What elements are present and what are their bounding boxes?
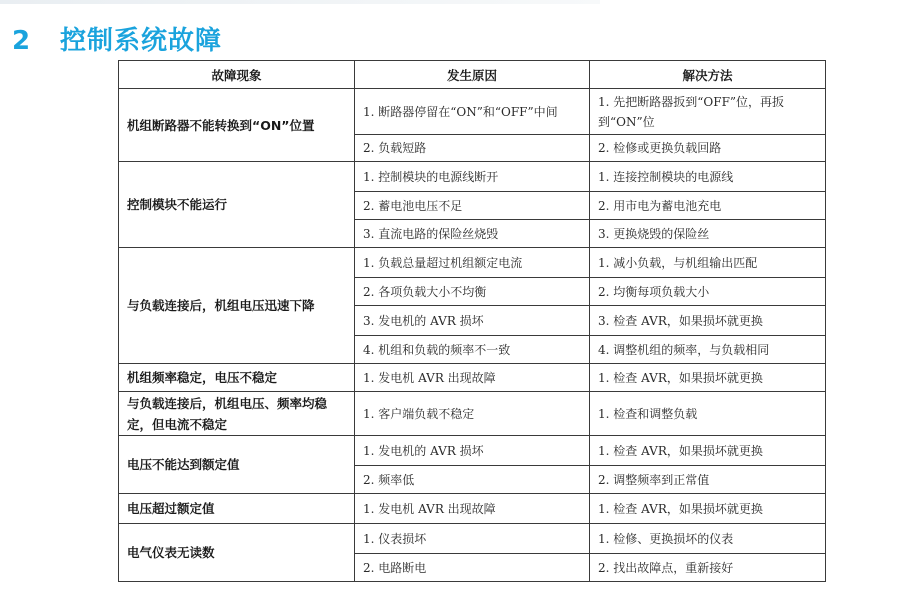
phenomenon-cell: 控制模块不能运行 <box>119 162 355 248</box>
cause-cell: 3. 发电机的 AVR 损坏 <box>355 306 590 336</box>
fix-cell: 2. 检修或更换负载回路 <box>590 135 826 162</box>
header-cause: 发生原因 <box>355 61 590 89</box>
table-row <box>119 162 826 192</box>
cause-cell: 1. 仪表损坏 <box>355 524 590 554</box>
fix-cell: 1. 检查 AVR，如果损坏就更换 <box>590 436 826 466</box>
phenomenon-cell: 机组断路器不能转换到“ON”位置 <box>119 89 355 162</box>
cause-cell: 1. 负载总量超过机组额定电流 <box>355 248 590 278</box>
section-heading <box>12 20 222 57</box>
section-title: 控制系统故障 <box>60 26 223 56</box>
table-row <box>119 524 826 554</box>
header-fix: 解决方法 <box>590 61 826 89</box>
fix-cell: 2. 调整频率到正常值 <box>590 466 826 494</box>
fix-cell: 1. 检查 AVR，如果损坏就更换 <box>590 364 826 392</box>
cause-cell: 1. 断路器停留在“ON”和“OFF”中间 <box>355 89 590 135</box>
phenomenon-cell: 电压超过额定值 <box>119 494 355 524</box>
header-phenomenon: 故障现象 <box>119 61 355 89</box>
phenomenon-cell: 电压不能达到额定值 <box>119 436 355 494</box>
fix-cell: 1. 先把断路器扳到“OFF”位，再扳到“ON”位 <box>590 89 826 135</box>
fix-cell: 1. 检查 AVR，如果损坏就更换 <box>590 494 826 524</box>
cause-cell: 1. 发电机 AVR 出现故障 <box>355 494 590 524</box>
fix-cell: 2. 用市电为蓄电池充电 <box>590 192 826 220</box>
cause-cell: 4. 机组和负载的频率不一致 <box>355 336 590 364</box>
fix-cell: 2. 均衡每项负载大小 <box>590 278 826 306</box>
fix-cell: 2. 找出故障点，重新接好 <box>590 554 826 582</box>
top-shade <box>0 0 600 4</box>
fix-cell: 1. 连接控制模块的电源线 <box>590 162 826 192</box>
cause-cell: 1. 客户端负载不稳定 <box>355 392 590 436</box>
cause-cell: 2. 各项负载大小不均衡 <box>355 278 590 306</box>
phenomenon-cell: 与负载连接后，机组电压迅速下降 <box>119 248 355 364</box>
fix-cell: 1. 检查和调整负载 <box>590 392 826 436</box>
phenomenon-cell: 机组频率稳定，电压不稳定 <box>119 364 355 392</box>
table-row <box>119 494 826 524</box>
cause-cell: 2. 负载短路 <box>355 135 590 162</box>
fix-cell: 3. 检查 AVR，如果损坏就更换 <box>590 306 826 336</box>
fix-cell: 1. 减小负载，与机组输出匹配 <box>590 248 826 278</box>
table-header-row <box>119 61 826 89</box>
table-row <box>119 392 826 436</box>
fault-table <box>118 60 826 582</box>
fix-cell: 4. 调整机组的频率，与负载相同 <box>590 336 826 364</box>
cause-cell: 1. 发电机 AVR 出现故障 <box>355 364 590 392</box>
cause-cell: 1. 发电机的 AVR 损坏 <box>355 436 590 466</box>
section-number: 2 <box>12 26 32 56</box>
phenomenon-cell: 电气仪表无读数 <box>119 524 355 582</box>
phenomenon-cell: 与负载连接后，机组电压、频率均稳定，但电流不稳定 <box>119 392 355 436</box>
fix-cell: 3. 更换烧毁的保险丝 <box>590 220 826 248</box>
cause-cell: 3. 直流电路的保险丝烧毁 <box>355 220 590 248</box>
fix-cell: 1. 检修、更换损坏的仪表 <box>590 524 826 554</box>
table-row <box>119 436 826 466</box>
cause-cell: 2. 电路断电 <box>355 554 590 582</box>
table-row <box>119 248 826 278</box>
cause-cell: 2. 蓄电池电压不足 <box>355 192 590 220</box>
table-row <box>119 89 826 135</box>
cause-cell: 2. 频率低 <box>355 466 590 494</box>
cause-cell: 1. 控制模块的电源线断开 <box>355 162 590 192</box>
table-row <box>119 364 826 392</box>
